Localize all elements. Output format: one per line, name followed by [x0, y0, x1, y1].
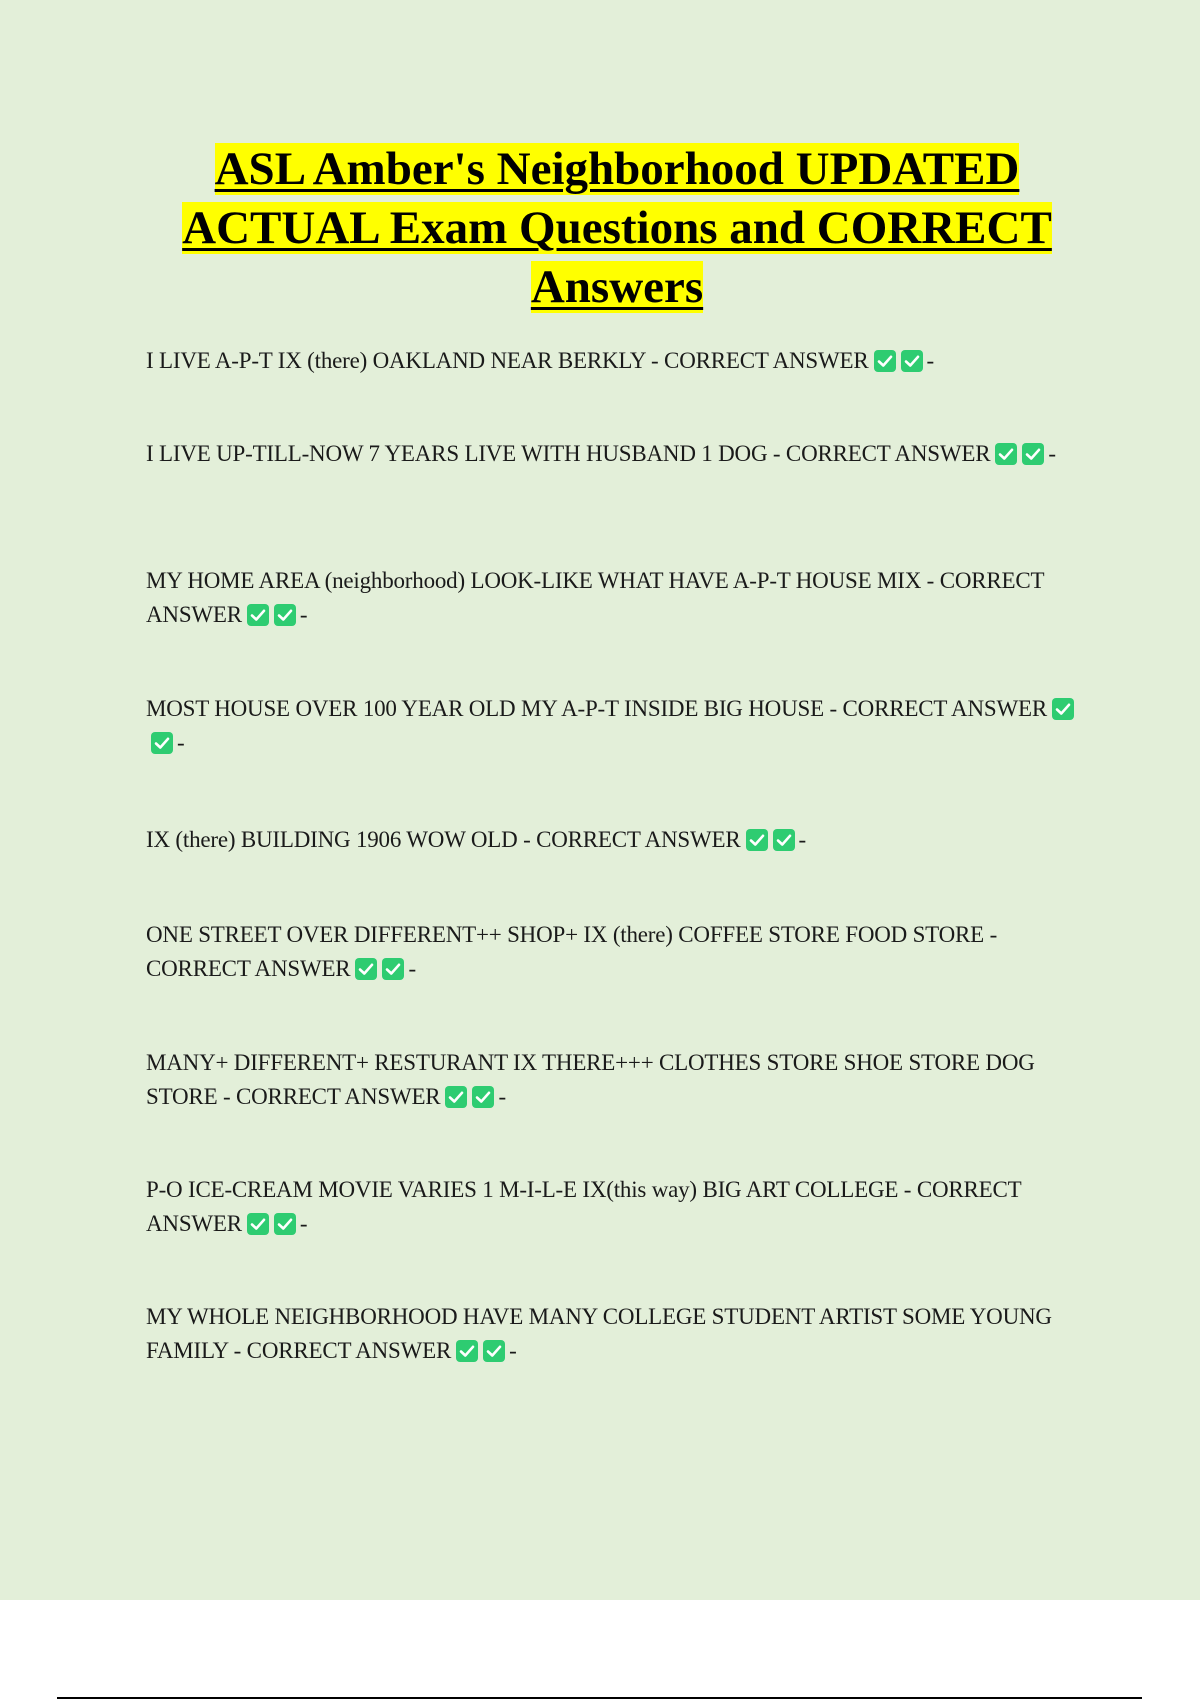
trailing-dash: -: [509, 1338, 517, 1363]
qa-item: [146, 437, 1091, 471]
document-title: [140, 140, 1094, 317]
check-mark-icon: [456, 1340, 478, 1362]
trailing-dash: -: [498, 1084, 506, 1109]
question-text: MY WHOLE NEIGHBORHOOD HAVE MANY COLLEGE STUDENT ARTIST SOME YOUNG FAMILY -: [146, 1304, 1052, 1363]
question-text: MY HOME AREA (neighborhood) LOOK-LIKE WHAT HAVE A-P-T HOUSE MIX -: [146, 568, 940, 593]
question-text: MANY+ DIFFERENT+ RESTURANT IX THERE+++ CLOTHES STORE SHOE STORE DOG STORE -: [146, 1050, 1035, 1109]
answer-label: CORRECT ANSWER: [146, 568, 1044, 627]
qa-item: [146, 1300, 1091, 1368]
question-text: MOST HOUSE OVER 100 YEAR OLD MY A-P-T INSIDE BIG HOUSE -: [146, 696, 843, 721]
trailing-dash: -: [926, 348, 934, 373]
qa-item: [146, 823, 1091, 857]
check-mark-icon: [901, 350, 923, 372]
trailing-dash: -: [177, 730, 185, 755]
check-mark-icon: [382, 958, 404, 980]
qa-item: [146, 918, 1091, 986]
check-mark-icon: [445, 1086, 467, 1108]
trailing-dash: -: [798, 827, 806, 852]
document-title-text: ASL Amber's Neighborhood UPDATED ACTUAL Exam Questions and CORRECT Answers: [182, 143, 1052, 313]
check-mark-icon: [995, 443, 1017, 465]
footer-divider: [57, 1697, 1142, 1699]
trailing-dash: -: [1048, 441, 1056, 466]
answer-label: CORRECT ANSWER: [536, 827, 741, 852]
qa-item: [146, 1173, 1091, 1241]
qa-item: [146, 692, 1091, 760]
check-mark-icon: [355, 958, 377, 980]
question-text: P-O ICE-CREAM MOVIE VARIES 1 M-I-L-E IX(this way) BIG ART COLLEGE -: [146, 1177, 917, 1202]
question-text: I LIVE A-P-T IX (there) OAKLAND NEAR BERKLY -: [146, 348, 665, 373]
answer-label: CORRECT ANSWER: [842, 696, 1047, 721]
question-text: I LIVE UP-TILL-NOW 7 YEARS LIVE WITH HUSBAND 1 DOG -: [146, 441, 786, 466]
check-mark-icon: [746, 829, 768, 851]
check-mark-icon: [274, 1213, 296, 1235]
trailing-dash: -: [408, 956, 416, 981]
answer-label: CORRECT ANSWER: [236, 1084, 441, 1109]
check-mark-icon: [274, 604, 296, 626]
answer-label: CORRECT ANSWER: [146, 1177, 1022, 1236]
check-mark-icon: [1052, 698, 1074, 720]
check-mark-icon: [773, 829, 795, 851]
check-mark-icon: [874, 350, 896, 372]
check-mark-icon: [472, 1086, 494, 1108]
trailing-dash: -: [299, 602, 308, 627]
answer-label: CORRECT ANSWER: [146, 956, 351, 981]
question-text: IX (there) BUILDING 1906 WOW OLD -: [146, 827, 537, 852]
check-mark-icon: [247, 604, 269, 626]
qa-item: [146, 344, 1091, 378]
question-text: ONE STREET OVER DIFFERENT++ SHOP+ IX (there) COFFEE STORE FOOD STORE -: [146, 922, 998, 947]
check-mark-icon: [151, 732, 173, 754]
check-mark-icon: [483, 1340, 505, 1362]
check-mark-icon: [1022, 443, 1044, 465]
answer-label: CORRECT ANSWER: [246, 1338, 452, 1363]
qa-item: [146, 564, 1091, 632]
answer-label: CORRECT ANSWER: [785, 441, 991, 466]
answer-label: CORRECT ANSWER: [664, 348, 869, 373]
qa-item: [146, 1046, 1091, 1114]
check-mark-icon: [247, 1213, 269, 1235]
trailing-dash: -: [299, 1211, 308, 1236]
